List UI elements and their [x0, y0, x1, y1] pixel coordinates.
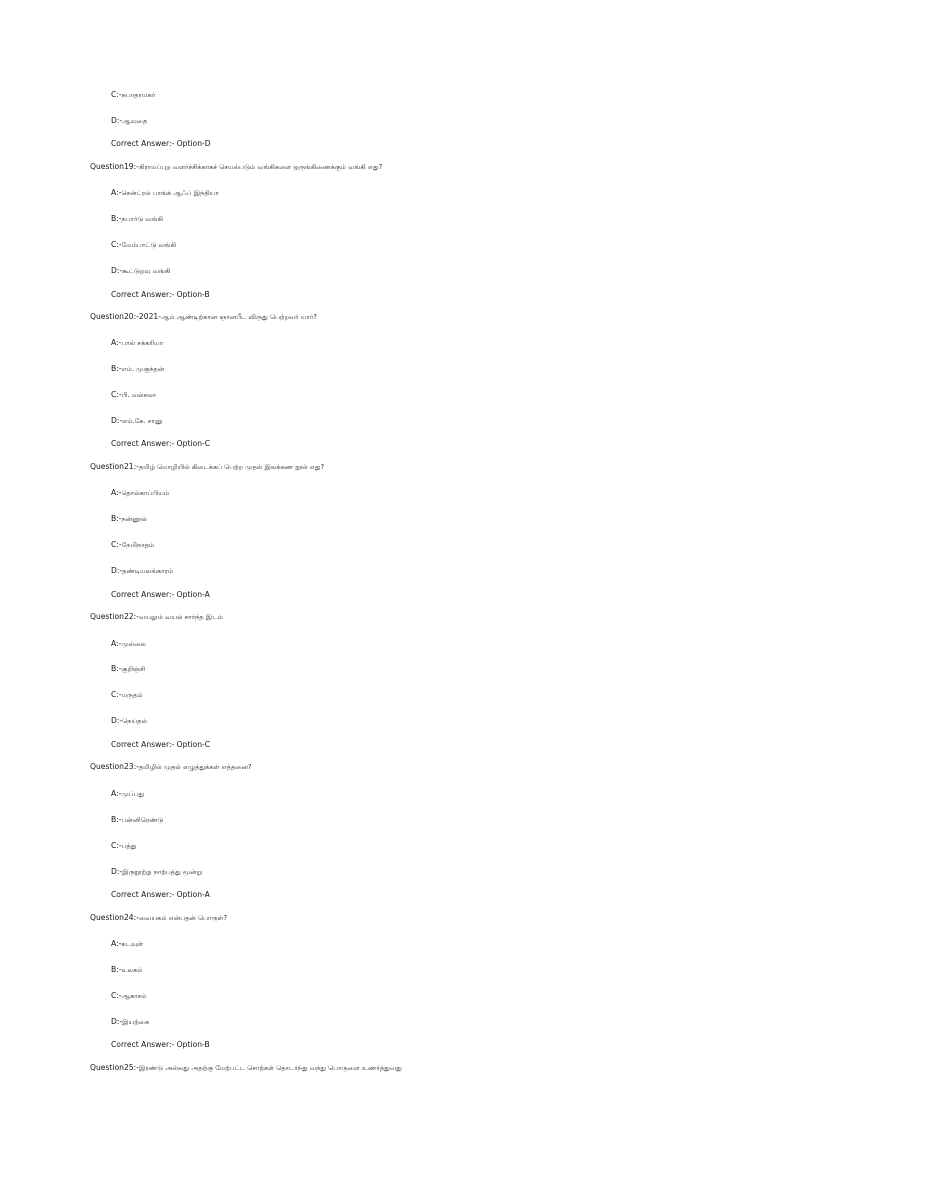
option-prefix: D:-: [111, 1017, 123, 1026]
question-text: இரண்டு அல்லது அதற்கு மேற்பட்ட சொற்கள் தொடர்ந்து வந்து பொருளை உணர்த்துவது: [138, 1064, 402, 1072]
option-c-q24: [111, 991, 147, 1001]
option-c-q19: [111, 240, 176, 250]
option-b-q19: [111, 214, 163, 224]
option-prefix: A:-: [111, 639, 122, 648]
question-text: தமிழில் முதல் எழுத்துக்கள் எத்தனை?: [138, 763, 252, 771]
option-b-q20: [111, 364, 164, 374]
option-text: நபார்டு வங்கி: [121, 215, 164, 223]
option-text: கடவுள்: [121, 940, 144, 948]
answer-text: Correct Answer:- Option-D: [111, 139, 211, 148]
question-21: [90, 462, 324, 472]
option-text: ஆவுதை: [122, 117, 148, 125]
option-text: தொல்காப்பியம்: [121, 489, 170, 497]
correct-answer-q22: [111, 740, 210, 750]
option-prefix: C:-: [111, 690, 122, 699]
question-24: [90, 913, 227, 923]
option-text: குறிஞ்சி: [121, 665, 146, 673]
option-text: முப்பது: [121, 790, 145, 798]
option-d-q18: [111, 116, 147, 126]
option-c-q20: [111, 390, 156, 400]
answer-text: Correct Answer:- Option-B: [111, 290, 210, 299]
option-prefix: B:-: [111, 965, 122, 974]
option-prefix: A:-: [111, 338, 122, 347]
question-number: Question19:-: [90, 162, 139, 171]
question-text: தமிழ் மொழியில் கிடைக்கப் பெற்ற முதல் இலக்கண நூல் எது?: [138, 463, 325, 471]
option-a-q19: [111, 188, 219, 198]
option-prefix: D:-: [111, 416, 123, 425]
question-number: Question24:-: [90, 913, 139, 922]
answer-text: Correct Answer:- Option-A: [111, 890, 210, 899]
option-text: சென்ட்ரல் பாங்க் ஆஃப் இந்தியா: [121, 189, 219, 197]
correct-answer-q19: [111, 290, 210, 300]
question-number: Question25:-: [90, 1063, 139, 1072]
correct-answer-q21: [111, 590, 210, 600]
question-number: Question20:-2021-: [90, 312, 161, 321]
option-text: முல்லை: [121, 640, 146, 648]
option-b-q24: [111, 965, 143, 975]
option-text: பி. வல்சலா: [121, 391, 157, 399]
option-b-q21: [111, 514, 147, 524]
option-d-q24: [111, 1017, 149, 1027]
option-d-q21: [111, 566, 173, 576]
option-prefix: D:-: [111, 266, 123, 275]
option-text: இருநூற்று நாற்பத்து மூன்று: [122, 868, 203, 876]
question-text: வையகம் என்பதன் பொருள்?: [138, 914, 228, 922]
correct-answer-q23: [111, 890, 210, 900]
option-b-q23: [111, 815, 164, 825]
option-c-q18: [111, 90, 155, 100]
question-text: வயலும் வயல் சார்ந்த இடம்: [138, 613, 223, 621]
question-text: ஆம் ஆண்டிற்கான ஞானபீட விருது பெற்றவர் யார்?: [161, 313, 317, 321]
option-a-q21: [111, 488, 169, 498]
option-prefix: C:-: [111, 841, 122, 850]
option-c-q23: [111, 841, 137, 851]
option-prefix: B:-: [111, 514, 122, 523]
option-prefix: A:-: [111, 939, 122, 948]
answer-text: Correct Answer:- Option-A: [111, 590, 210, 599]
option-text: எம். முகுந்தன்: [121, 365, 165, 373]
option-prefix: A:-: [111, 789, 122, 798]
question-23: [90, 762, 252, 772]
question-number: Question21:-: [90, 462, 139, 471]
question-number: Question22:-: [90, 612, 139, 621]
option-text: உலகம்: [121, 966, 143, 974]
option-prefix: C:-: [111, 540, 122, 549]
option-prefix: A:-: [111, 188, 122, 197]
option-text: மேம்பாட்டு வங்கி: [121, 241, 176, 249]
option-prefix: C:-: [111, 390, 122, 399]
option-prefix: C:-: [111, 240, 122, 249]
question-number: Question23:-: [90, 762, 139, 771]
option-c-q21: [111, 540, 154, 550]
option-b-q22: [111, 664, 145, 674]
option-text: கூட்டுறவு வங்கி: [122, 267, 171, 275]
option-text: சுபாதாயகர்: [121, 91, 156, 99]
option-prefix: A:-: [111, 488, 122, 497]
option-a-q20: [111, 338, 163, 348]
correct-answer-q18: [111, 139, 211, 149]
option-prefix: C:-: [111, 991, 122, 1000]
option-d-q22: [111, 716, 147, 726]
option-text: நன்னூல்: [121, 515, 147, 523]
option-prefix: D:-: [111, 716, 123, 725]
answer-text: Correct Answer:- Option-C: [111, 740, 211, 749]
correct-answer-q20: [111, 439, 210, 449]
option-prefix: D:-: [111, 867, 123, 876]
option-text: தண்டியலங்காரம்: [122, 567, 174, 575]
option-prefix: B:-: [111, 364, 122, 373]
option-text: ஆகாசம்: [121, 992, 147, 1000]
option-text: நெய்தல்: [122, 717, 147, 725]
option-a-q23: [111, 789, 144, 799]
option-prefix: D:-: [111, 566, 123, 575]
option-prefix: D:-: [111, 116, 123, 125]
question-25: [90, 1063, 402, 1073]
option-d-q19: [111, 266, 170, 276]
answer-text: Correct Answer:- Option-B: [111, 1040, 210, 1049]
option-d-q20: [111, 416, 163, 426]
option-text: மருதம்: [121, 691, 143, 699]
option-text: பால் சக்கரியா: [121, 339, 164, 347]
question-19: [90, 162, 382, 172]
option-a-q22: [111, 639, 146, 649]
answer-text: Correct Answer:- Option-C: [111, 439, 211, 448]
option-prefix: B:-: [111, 214, 122, 223]
option-text: பத்து: [121, 842, 137, 850]
option-prefix: B:-: [111, 664, 122, 673]
correct-answer-q24: [111, 1040, 210, 1050]
question-22: [90, 612, 223, 622]
option-prefix: B:-: [111, 815, 122, 824]
option-text: எம்.கே. சானு: [122, 417, 163, 425]
option-a-q24: [111, 939, 143, 949]
option-text: இயற்கை: [122, 1018, 150, 1026]
question-20: [90, 312, 317, 322]
question-text: கிராமப்புற வளர்ச்சிக்காகச் செயல்படும் வங்கிகளை ஒருங்கிணைக்கும் வங்கி எது?: [138, 163, 383, 171]
option-prefix: C:-: [111, 90, 122, 99]
option-d-q23: [111, 867, 202, 877]
option-c-q22: [111, 690, 143, 700]
option-text: பன்னிரெண்டு: [121, 816, 164, 824]
option-text: நேமிநாதம்: [121, 541, 155, 549]
